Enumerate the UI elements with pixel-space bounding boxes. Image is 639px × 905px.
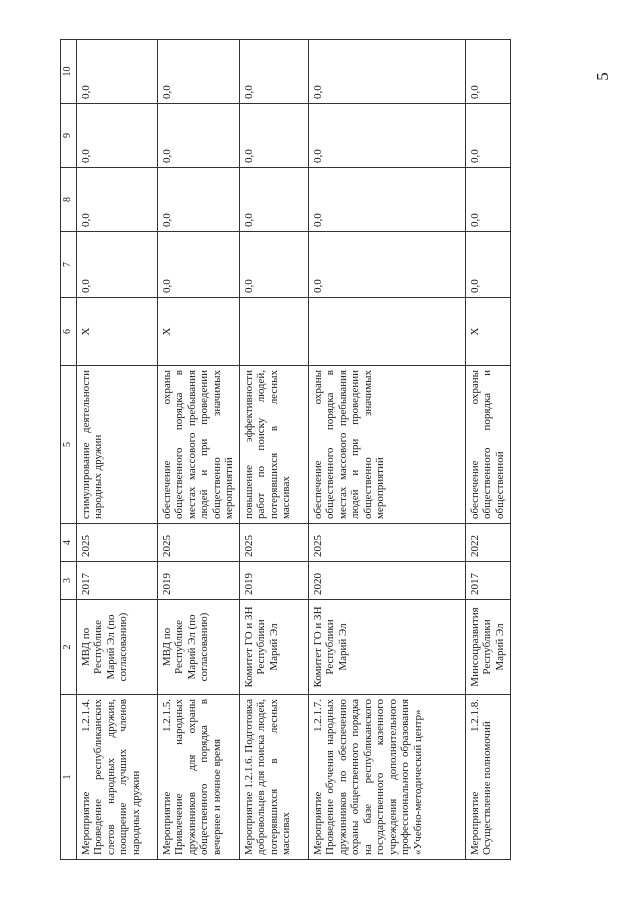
value-cell: 0,0: [239, 40, 308, 104]
value-cell: 0,0: [308, 104, 465, 168]
executor-cell: Минсоцразвития Республики Марий Эл: [465, 600, 510, 695]
expected-result-cell: стимулирование деятельности народных дружин: [76, 366, 157, 524]
expected-result-cell: обеспечение охраны общественного порядка и общественной: [465, 366, 510, 524]
executor-cell: Комитет ГО и ЗН Республики Марий Эл: [308, 600, 465, 695]
value-cell: 0,0: [157, 232, 239, 298]
measure-name: Мероприятие 1.2.1.6. Подготовка добровольцев для поиска людей, потерявшихся в лесных массивах: [239, 695, 308, 860]
value-cell: 0,0: [76, 104, 157, 168]
start-year-cell: 2020: [308, 562, 465, 600]
value-cell: 0,0: [308, 168, 465, 232]
start-year-cell: 2019: [239, 562, 308, 600]
table-row: [76, 40, 157, 860]
value-cell: 0,0: [239, 232, 308, 298]
value-cell: 0,0: [465, 104, 510, 168]
mark-cell: X: [76, 298, 157, 366]
end-year-cell: 2025: [76, 524, 157, 562]
value-cell: 0,0: [465, 168, 510, 232]
value-cell: 0,0: [465, 40, 510, 104]
column-header: 9: [61, 104, 77, 168]
value-cell: 0,0: [157, 104, 239, 168]
value-cell: 0,0: [157, 40, 239, 104]
start-year-cell: 2019: [157, 562, 239, 600]
end-year-cell: 2022: [465, 524, 510, 562]
executor-cell: Комитет ГО и ЗН Республики Марий Эл: [239, 600, 308, 695]
column-header: 2: [61, 600, 77, 695]
column-header: 7: [61, 232, 77, 298]
column-header: 4: [61, 524, 77, 562]
program-measures-table: [60, 39, 511, 860]
executor-cell: МВД по Республике Марий Эл (по согласованию): [76, 600, 157, 695]
value-cell: 0,0: [157, 168, 239, 232]
measure-name: Мероприятие 1.2.1.8. Осуществление полномочий: [465, 695, 510, 860]
value-cell: 0,0: [76, 232, 157, 298]
value-cell: 0,0: [308, 232, 465, 298]
rotated-table-wrapper: [60, 40, 556, 860]
column-header: 3: [61, 562, 77, 600]
mark-cell: X: [157, 298, 239, 366]
expected-result-cell: обеспечение охраны общественного порядка в местах массового пребывания людей и при проведении общественно значимых мероприятий: [308, 366, 465, 524]
column-header: 8: [61, 168, 77, 232]
table-row: [308, 40, 465, 860]
column-header: 6: [61, 298, 77, 366]
value-cell: 0,0: [76, 168, 157, 232]
measure-name: Мероприятие 1.2.1.4. Проведение республиканских слетов народных дружин, поощрение лучших членов народных дружин: [76, 695, 157, 860]
mark-cell: X: [465, 298, 510, 366]
value-cell: 0,0: [76, 40, 157, 104]
measure-name: Мероприятие 1.2.1.7. Проведение обучения народных дружинников по обеспечению охраны общественного порядка на базе республиканского государственного казенного учреждения дополнительного профессионального образования «Учебно-методический центр»: [308, 695, 465, 860]
table-row: [239, 40, 308, 860]
start-year-cell: 2017: [465, 562, 510, 600]
mark-cell: [239, 298, 308, 366]
page-number: 5: [592, 72, 612, 81]
table-row: [157, 40, 239, 860]
expected-result-cell: обеспечение охраны общественного порядка в местах массового пребывания людей и при проведении общественно значимых мероприятий: [157, 366, 239, 524]
value-cell: 0,0: [239, 168, 308, 232]
executor-cell: МВД по Республике Марий Эл (по согласованию): [157, 600, 239, 695]
column-header: 5: [61, 366, 77, 524]
start-year-cell: 2017: [76, 562, 157, 600]
end-year-cell: 2025: [308, 524, 465, 562]
expected-result-cell: повышение эффективности работ по поиску людей, потерявшихся в лесных массивах: [239, 366, 308, 524]
end-year-cell: 2025: [239, 524, 308, 562]
value-cell: 0,0: [239, 104, 308, 168]
measure-name: Мероприятие 1.2.1.5. Привлечение народных дружинников для охраны общественного порядка в вечернее и ночное время: [157, 695, 239, 860]
column-header: 10: [61, 40, 77, 104]
column-header: 1: [61, 695, 77, 860]
end-year-cell: 2025: [157, 524, 239, 562]
table-row: [465, 40, 510, 860]
value-cell: 0,0: [308, 40, 465, 104]
table-header-row: [61, 40, 77, 860]
value-cell: 0,0: [465, 232, 510, 298]
mark-cell: [308, 298, 465, 366]
